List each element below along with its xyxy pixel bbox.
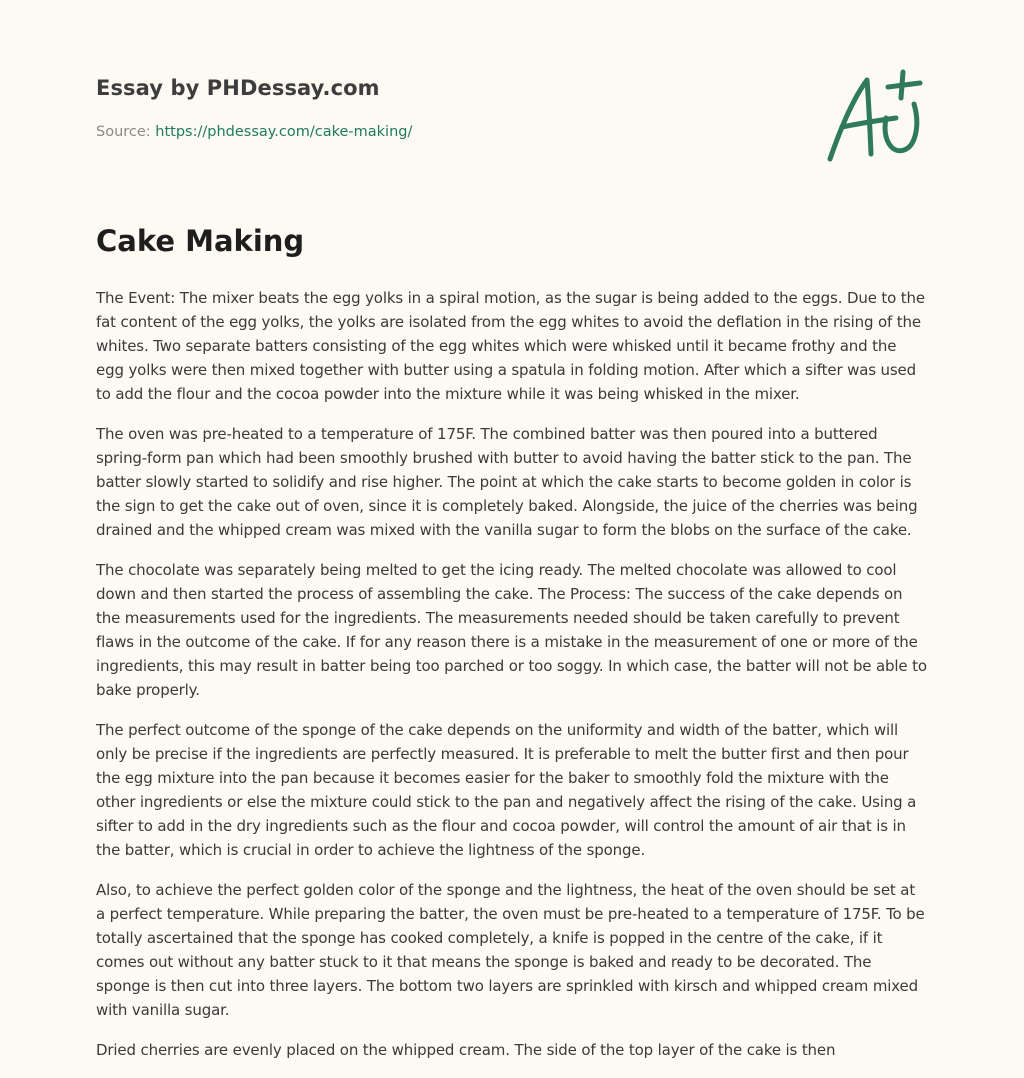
source-line bbox=[96, 124, 412, 140]
essay-paragraph: Dried cherries are evenly placed on the whipped cream. The side of the top layer of the cake is then bbox=[96, 1041, 836, 1059]
source-label: Source: bbox=[96, 124, 156, 140]
site-brand: Essay by PHDessay.com bbox=[96, 76, 380, 100]
essay-paragraph: The oven was pre-heated to a temperature of 175F. The combined batter was then poured into a buttered spring-form pan which had been smoothly brushed with butter to avoid having the batter stick to the pan. The batter slowly started to solidify and rise higher. The point at which the cake starts to become golden in color is the sign to get the cake out of oven, since it is completely baked. Alongside, the juice of the cherries was being drained and the whipped cream was mixed with the vanilla sugar to form the blobs on the surface of the cake. bbox=[96, 425, 918, 539]
source-link[interactable]: https://phdessay.com/cake-making/ bbox=[155, 124, 413, 140]
essay-body bbox=[96, 286, 928, 1078]
essay-title: Cake Making bbox=[96, 224, 305, 258]
essay-paragraph: The perfect outcome of the sponge of the cake depends on the uniformity and width of the batter, which will only be precise if the ingredients are perfectly measured. It is preferable to melt the butter first and then pour the egg mixture into the pan because it becomes easier for the baker to smoothly fold the mixture with the other ingredients or else the mixture could stick to the pan and negatively affect the rising of the cake. Using a sifter to add in the dry ingredients such as the flour and cocoa powder, will control the amount of air that is in the batter, which is crucial in order to achieve the lightness of the sponge. bbox=[96, 721, 917, 859]
essay-paragraph: Also, to achieve the perfect golden color of the sponge and the lightness, the heat of the oven should be set at a perfect temperature. While preparing the batter, the oven must be pre-heated to a temperature of 175F. To be totally ascertained that the sponge has cooked completely, a knife is popped in the centre of the cake, if it comes out without any batter stuck to it that means the sponge is baked and ready to be decorated. The sponge is then cut into three layers. The bottom two layers are sprinkled with kirsch and whipped cream mixed with vanilla sugar. bbox=[96, 881, 925, 1019]
a-plus-icon bbox=[824, 68, 924, 164]
essay-paragraph: The chocolate was separately being melted to get the icing ready. The melted chocolate was allowed to cool down and then started the process of assembling the cake. The Process: The success of the cake depends on the measurements used for the ingredients. The measurements needed should be taken carefully to prevent flaws in the outcome of the cake. If for any reason there is a mistake in the measurement of one or more of the ingredients, this may result in batter being too parched or too soggy. In which case, the batter will not be able to bake properly. bbox=[96, 561, 927, 699]
essay-paragraph: The Event: The mixer beats the egg yolks in a spiral motion, as the sugar is being added to the eggs. Due to the fat content of the egg yolks, the yolks are isolated from the egg whites to avoid the deflation in the rising of the whites. Two separate batters consisting of the egg whites which were whisked until it became frothy and the egg yolks were then mixed together with butter using a spatula in folding motion. After which a sifter was used to add the flour and the cocoa powder into the mixture while it was being whisked in the mixer. bbox=[96, 289, 925, 403]
